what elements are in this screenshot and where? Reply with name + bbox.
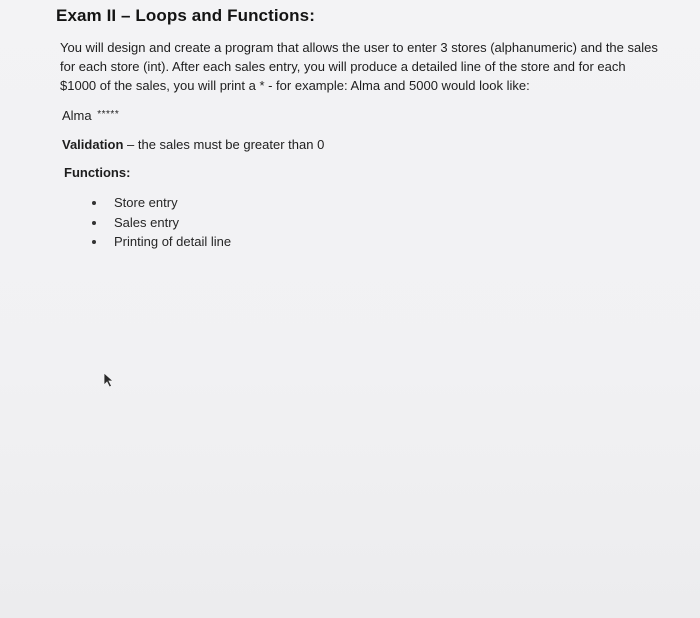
list-item (92, 234, 231, 254)
validation-label: Validation (62, 137, 124, 152)
list-item (92, 215, 231, 235)
functions-heading: Functions: (64, 165, 131, 180)
instructions-paragraph (60, 38, 680, 95)
example-stars: ***** (97, 109, 120, 120)
functions-list (92, 195, 231, 254)
mouse-pointer-icon (102, 372, 116, 388)
function-label: Store entry (114, 195, 178, 210)
bullet-icon (92, 201, 96, 205)
validation-text: – the sales must be greater than 0 (123, 137, 325, 152)
function-label: Sales entry (114, 214, 180, 230)
list-item (92, 195, 231, 215)
instructions-line: $1000 of the sales, you will print a * - for example: Alma and 5000 would look like: (60, 78, 530, 93)
bullet-icon (92, 221, 96, 225)
page-title: Exam II – Loops and Functions: (56, 6, 315, 25)
instructions-line: for each store (int). After each sales entry, you will produce a detailed line of the store and for each (60, 59, 626, 74)
instructions-line: You will design and create a program that allows the user to enter 3 stores (alphanumeric) and the sales (60, 40, 658, 55)
validation-line (62, 137, 324, 152)
function-label: Printing of detail line (114, 234, 232, 249)
example-name: Alma (62, 108, 92, 123)
bullet-icon (92, 240, 96, 244)
example-output (62, 108, 119, 123)
